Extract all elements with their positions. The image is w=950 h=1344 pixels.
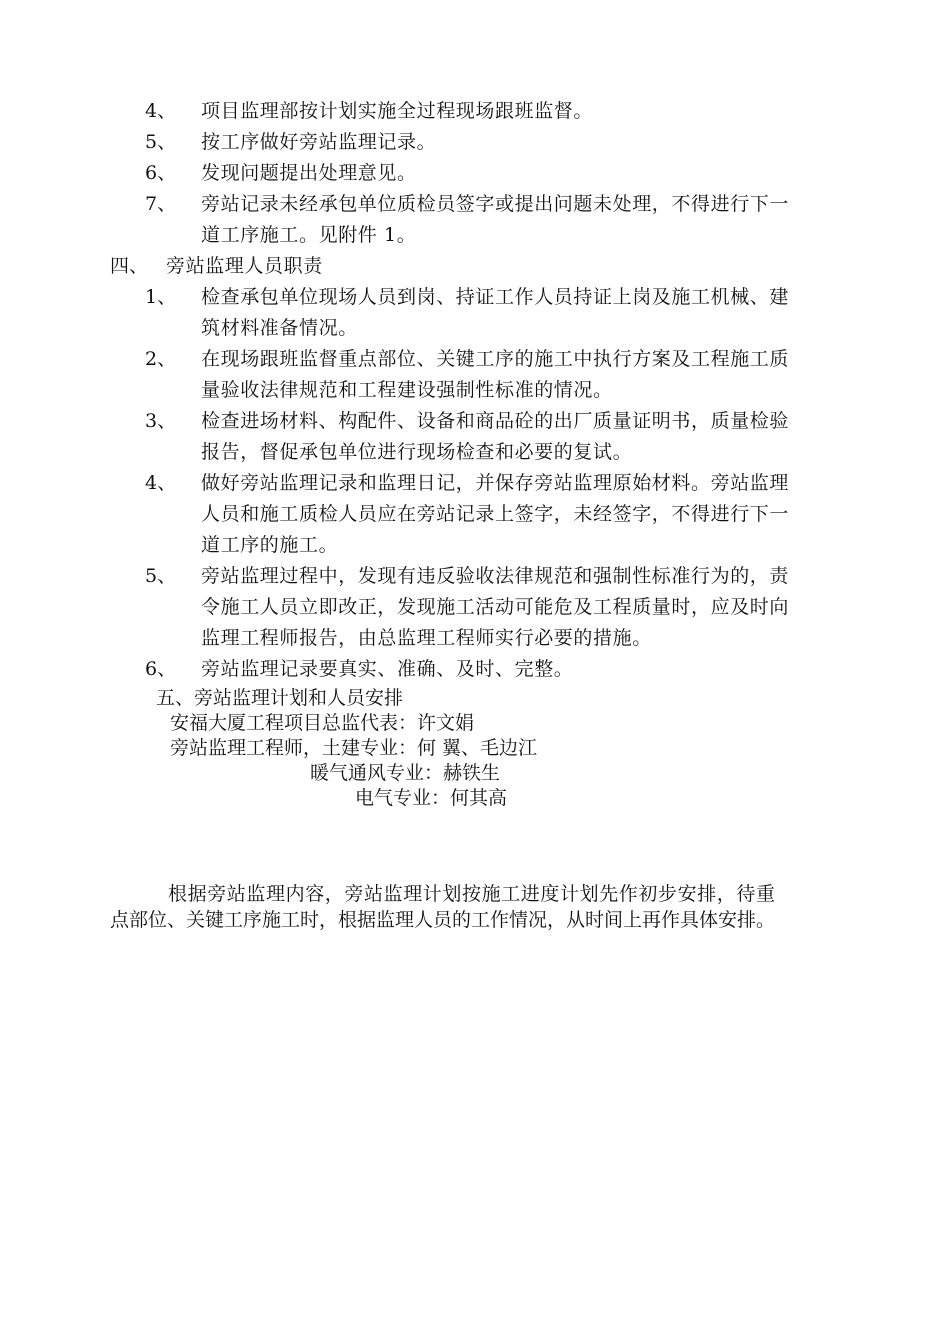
list-number: 3、: [145, 410, 177, 432]
section-heading: 五、旁站监理计划和人员安排: [156, 687, 404, 709]
list-item-text: 做好旁站监理记录和监理日记，并保存旁站监理原始材料。旁站监理: [201, 472, 790, 494]
staff-line: 电气专业：何其高: [355, 787, 508, 809]
list-item-text: 旁站监理过程中，发现有违反验收法律规范和强制性标准行为的，责: [201, 565, 790, 587]
list-number: 6、: [145, 162, 177, 184]
list-number: 4、: [145, 472, 177, 494]
list-item-text: 道工序施工。见附件 1。: [201, 224, 417, 246]
list-item-text: 旁站监理记录要真实、准确、及时、完整。: [201, 658, 574, 680]
list-number: 1、: [145, 286, 177, 308]
list-item-text: 检查进场材料、构配件、设备和商品砼的出厂质量证明书，质量检验: [201, 410, 790, 432]
list-number: 6、: [145, 658, 177, 680]
list-item-text: 令施工人员立即改正，发现施工活动可能危及工程质量时，应及时向: [201, 596, 790, 618]
closing-paragraph-line: 根据旁站监理内容，旁站监理计划按施工进度计划先作初步安排，待重: [168, 883, 776, 905]
list-number: 5、: [145, 565, 177, 587]
list-number: 5、: [145, 131, 177, 153]
list-item-text: 按工序做好旁站监理记录。: [201, 131, 437, 153]
list-item-text: 量验收法律规范和工程建设强制性标准的情况。: [201, 379, 613, 401]
section-heading: 旁站监理人员职责: [166, 255, 323, 277]
list-item-text: 人员和施工质检人员应在旁站记录上签字，未经签字，不得进行下一: [201, 503, 790, 525]
staff-line: 安福大厦工程项目总监代表：许文娟: [170, 712, 475, 734]
list-item-text: 筑材料准备情况。: [201, 317, 358, 339]
list-item-text: 旁站记录未经承包单位质检员签字或提出问题未处理，不得进行下一: [201, 193, 790, 215]
list-item-text: 检查承包单位现场人员到岗、持证工作人员持证上岗及施工机械、建: [201, 286, 790, 308]
closing-paragraph-line: 点部位、关键工序施工时，根据监理人员的工作情况，从时间上再作具体安排。: [110, 909, 776, 931]
list-item-text: 监理工程师报告，由总监理工程师实行必要的措施。: [201, 627, 652, 649]
list-number: 4、: [145, 100, 177, 122]
list-number: 7、: [145, 193, 177, 215]
list-item-text: 项目监理部按计划实施全过程现场跟班监督。: [201, 100, 594, 122]
staff-line: 暖气通风专业：赫铁生: [310, 762, 501, 784]
list-number: 2、: [145, 348, 177, 370]
list-item-text: 道工序的施工。: [201, 534, 339, 556]
section-number: 四、: [110, 255, 149, 277]
list-item-text: 报告，督促承包单位进行现场检查和必要的复试。: [201, 441, 633, 463]
staff-line: 旁站监理工程师，土建专业：何 翼、毛边江: [170, 737, 538, 759]
list-item-text: 发现问题提出处理意见。: [201, 162, 417, 184]
list-item-text: 在现场跟班监督重点部位、关键工序的施工中执行方案及工程施工质: [201, 348, 790, 370]
